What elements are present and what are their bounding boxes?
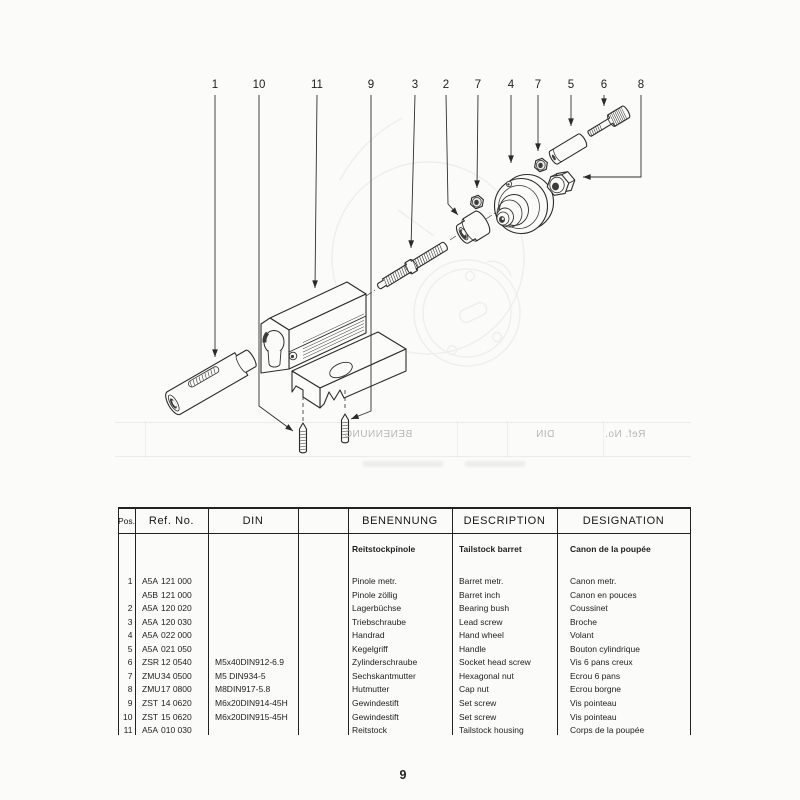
cell-ref2: 17 0800 xyxy=(161,684,192,695)
column-header-benennung: BENENNUNG xyxy=(362,515,438,527)
cell-de: Zylinderschraube xyxy=(352,657,418,668)
cell-ref2: 010 030 xyxy=(161,725,192,736)
column-header-din: DIN xyxy=(242,515,264,527)
cell-ref1: A5A xyxy=(142,576,159,586)
callout-label-11: 11 xyxy=(311,79,323,91)
cell-ref2: 121 000 xyxy=(161,576,192,586)
group-title-fr: Canon de la poupée xyxy=(570,544,651,554)
cell-ref1: A5A xyxy=(142,643,159,654)
page-number: 9 xyxy=(399,768,407,782)
group-title-de: Reitstockpinole xyxy=(352,544,416,554)
part-cap-nut xyxy=(547,172,575,196)
cell-pos: 11 xyxy=(123,725,133,736)
callout-label-4: 4 xyxy=(507,79,515,91)
cell-en: Barret metr. xyxy=(459,576,504,586)
cell-de: Handrad xyxy=(352,630,385,641)
table-border-top xyxy=(118,507,691,509)
cell-din: M5x40DIN912-6.9 xyxy=(215,657,284,668)
cell-fr: Vis pointeau xyxy=(570,711,617,722)
cell-pos: 10 xyxy=(123,711,133,722)
cell-ref2: 021 050 xyxy=(161,643,192,654)
cell-fr: Vis 6 pans creux xyxy=(570,657,633,668)
callout-line-2 xyxy=(446,95,458,215)
column-header-description: DESCRIPTION xyxy=(463,515,546,527)
table-header-rule xyxy=(118,533,691,534)
part-bearing-bush xyxy=(453,209,493,247)
callout-label-10: 10 xyxy=(252,79,266,91)
cell-fr: Bouton cylindrique xyxy=(570,643,640,654)
table-row xyxy=(118,616,691,630)
cell-en: Barret inch xyxy=(459,589,501,600)
part-hex-nut-lower xyxy=(471,195,484,208)
cell-ref2: 022 000 xyxy=(161,630,192,641)
bleed-through-label: Ref. No. xyxy=(604,429,646,440)
cell-ref2: 15 0620 xyxy=(161,711,192,722)
cell-fr: Ecrou borgne xyxy=(570,684,622,695)
callout-label-3: 3 xyxy=(411,79,419,91)
cell-en: Socket head screw xyxy=(459,657,531,668)
cell-de: Kegelgriff xyxy=(352,643,388,654)
part-hex-nut-upper xyxy=(535,158,548,171)
cell-ref2: 34 0500 xyxy=(161,670,192,681)
table-row xyxy=(118,589,691,603)
cell-ref1: ZMU xyxy=(142,670,161,681)
callout-label-8: 8 xyxy=(637,79,645,91)
cell-en: Handle xyxy=(459,643,486,654)
cell-en: Cap nut xyxy=(459,684,489,695)
cell-en: Set screw xyxy=(459,711,497,722)
cell-ref1: ZMU xyxy=(142,684,161,695)
callout-label-2: 2 xyxy=(442,79,450,91)
cell-ref1: ZST xyxy=(142,697,159,708)
cell-ref2: 120 020 xyxy=(161,603,192,614)
cell-ref1: A5A xyxy=(142,603,159,614)
column-header-ref-no: Ref. No. xyxy=(148,515,195,527)
cell-en: Set screw xyxy=(459,697,497,708)
cell-ref1: A5A xyxy=(142,616,159,627)
part-handle xyxy=(548,133,589,166)
cell-de: Sechskantmutter xyxy=(352,670,416,681)
callout-label-9: 9 xyxy=(367,79,375,91)
part-quill xyxy=(162,346,259,417)
cell-din: M6x20DIN914-45H xyxy=(215,697,288,708)
bleed-through-label: BENENNUNG xyxy=(343,429,413,440)
column-header-designation: DESIGNATION xyxy=(582,515,665,527)
bleed-through-fragment xyxy=(465,461,525,467)
cell-ref2: 14 0620 xyxy=(161,697,192,708)
cell-pos: 1 xyxy=(127,576,133,586)
table-row xyxy=(118,724,691,738)
callout-line-7a xyxy=(477,95,478,188)
table-row xyxy=(118,670,691,684)
table-row xyxy=(118,575,691,589)
cell-din: M8DIN917-5.8 xyxy=(215,684,271,695)
column-header-empty xyxy=(298,512,348,530)
callout-line-11 xyxy=(315,95,317,288)
callout-line-3 xyxy=(411,95,415,248)
cell-pos: 5 xyxy=(127,643,133,654)
cell-de: Pinole zöllig xyxy=(352,589,398,600)
group-title-en: Tailstock barret xyxy=(459,544,522,554)
callout-label-1: 1 xyxy=(211,79,219,91)
callout-label-5: 5 xyxy=(567,79,575,91)
cell-ref2: 120 030 xyxy=(161,616,192,627)
cell-din: M5 DIN934-5 xyxy=(215,670,266,681)
cell-pos: 7 xyxy=(127,670,133,681)
cell-fr: Volant xyxy=(570,630,594,641)
callout-label-7: 7 xyxy=(534,79,542,91)
cell-fr: Corps de la poupée xyxy=(570,725,645,736)
cell-fr: Ecrou 6 pans xyxy=(570,670,621,681)
part-lead-screw xyxy=(375,240,450,293)
column-header-pos: Pos. xyxy=(118,516,136,526)
table-row xyxy=(118,629,691,643)
cell-de: Reitstock xyxy=(352,725,387,736)
cell-pos: 9 xyxy=(127,697,133,708)
cell-en: Tailstock housing xyxy=(459,725,524,736)
callout-line-10 xyxy=(259,95,293,431)
cell-fr: Vis pointeau xyxy=(570,697,617,708)
cell-de: Lagerbüchse xyxy=(352,603,402,614)
cell-fr: Canon metr. xyxy=(570,576,617,586)
part-socket-screw xyxy=(585,105,631,140)
callout-label-6: 6 xyxy=(600,79,608,91)
cell-ref1: A5A xyxy=(142,630,159,641)
cell-ref2: 121 000 xyxy=(161,589,192,600)
cell-pos: 8 xyxy=(127,684,133,695)
cell-fr: Canon en pouces xyxy=(570,589,637,600)
cell-fr: Broche xyxy=(570,616,597,627)
bleed-through-band xyxy=(115,421,691,477)
bleed-through-fragment xyxy=(363,461,443,467)
callout-label-7: 7 xyxy=(474,79,482,91)
cell-fr: Coussinet xyxy=(570,603,608,614)
table-row xyxy=(118,697,691,711)
cell-de: Pinole metr. xyxy=(352,576,397,586)
cell-pos: 4 xyxy=(127,630,133,641)
cell-de: Gewindestift xyxy=(352,697,399,708)
bleed-through-label: DIN xyxy=(535,429,555,440)
table-row xyxy=(118,656,691,670)
table-group-row xyxy=(118,543,691,557)
cell-ref2: 12 0540 xyxy=(161,657,192,668)
table-row xyxy=(118,643,691,657)
part-handwheel xyxy=(495,175,554,234)
cell-ref1: A5A xyxy=(142,725,159,736)
cell-en: Bearing bush xyxy=(459,603,510,614)
cell-ref1: ZST xyxy=(142,711,159,722)
table-row xyxy=(118,683,691,697)
cell-de: Gewindestift xyxy=(352,711,399,722)
cell-en: Hexagonal nut xyxy=(459,670,514,681)
cell-de: Triebschraube xyxy=(352,616,407,627)
cell-en: Lead screw xyxy=(459,616,503,627)
table-row xyxy=(118,602,691,616)
cell-de: Hutmutter xyxy=(352,684,390,695)
cell-ref1: A5B xyxy=(142,589,159,600)
cell-din: M6x20DIN915-45H xyxy=(215,711,288,722)
parts-table xyxy=(118,507,691,736)
cell-en: Hand wheel xyxy=(459,630,504,641)
cell-pos: 3 xyxy=(127,616,133,627)
cell-ref1: ZSR xyxy=(142,657,159,668)
table-row xyxy=(118,711,691,725)
cell-pos: 6 xyxy=(127,657,133,668)
cell-pos: 2 xyxy=(127,603,133,614)
